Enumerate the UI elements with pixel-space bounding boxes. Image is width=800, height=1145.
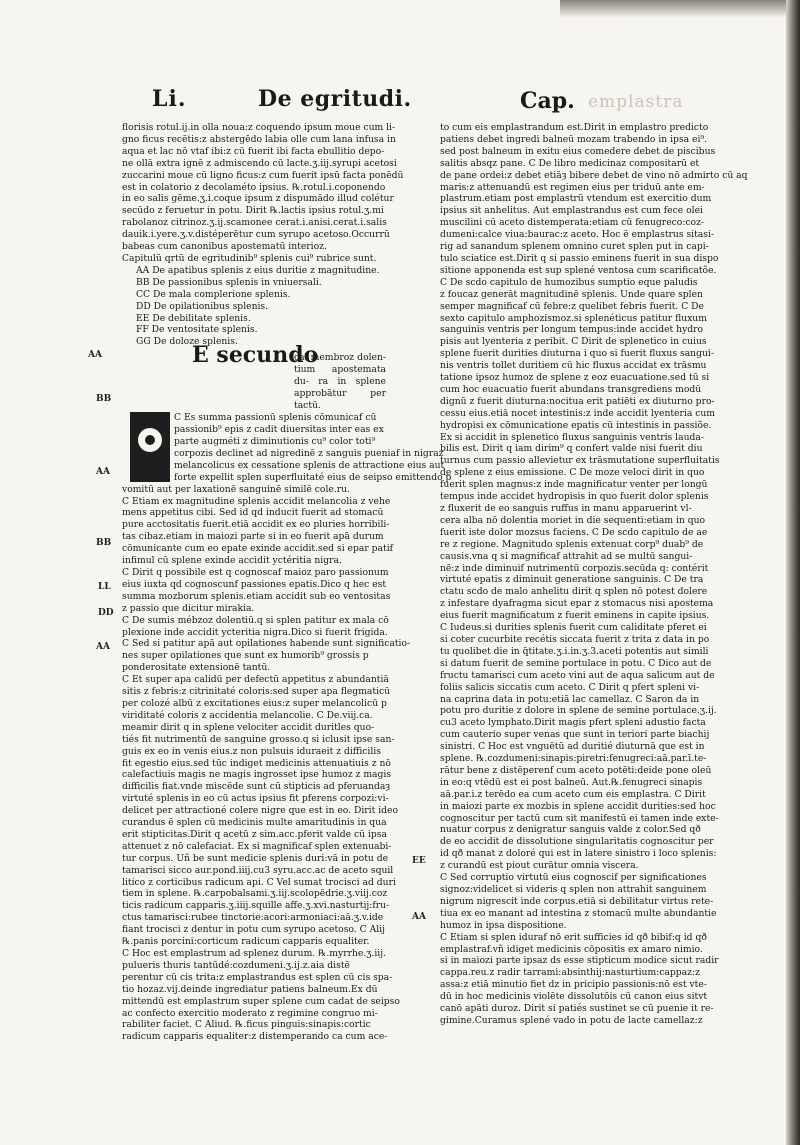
text-line: cum cauterio super venas que sunt in teriori parte biachij <box>440 729 710 741</box>
margin-mark: BB <box>96 538 112 548</box>
text-line: sexto capitulo amphozismoz.si splenéticus patitur fluxum <box>440 312 707 324</box>
margin-mark: DD <box>98 608 114 618</box>
text-line: eius fuerit magnificatum z fuerit eminens in capite ipsius. <box>440 610 710 622</box>
text-line: tio hozaz.vij.deinde ingrediatur patiens balneum.Ex dū <box>122 983 378 995</box>
text-line: patiens debet ingredi balneū mozam trabendo in ipsa ei⁹. <box>440 133 708 145</box>
running-header <box>0 86 800 120</box>
text-line: cappa.reu.z radir tarrami:absinthij:nasturtium:cappaz:z <box>440 967 700 979</box>
text-line: calefactiuis magis ne magis ingrosset ipse humoz z magis <box>122 769 392 781</box>
text-line: causis.vna q si magnificaf attrahit ad se multū sangui- <box>440 550 693 562</box>
text-line: sinistri. C Hoc est vnguētū ad duritié diuturnā que est in <box>440 741 705 753</box>
text-line: ac confecto exercitio moderato z regimine congruo mi- <box>122 1007 378 1019</box>
text-line: fit egestio eius.sed tūc indiget medicinis attenuatiuis z nō <box>122 757 391 769</box>
text-line: sed post balneum in exitu eius comedere debet de piscibus <box>440 145 716 157</box>
running-title: De egritudi. <box>258 86 412 112</box>
flower-ornament-icon <box>138 428 162 452</box>
text-line: florisis rotul.ij.in olla noua:z coquendo ipsum moue cum li- <box>122 122 396 133</box>
intro-paragraph <box>122 122 404 253</box>
margin-mark: LL <box>98 582 111 592</box>
text-line: in eo:q vtēdū est ei post balneū. Aut.℞.fenugreci sinapis <box>440 776 703 788</box>
text-line: si in maiozi parte ipsaz ds esse stipticum modice sicut radir <box>440 955 719 967</box>
text-line: zuccarini moue cū ligno ficus:z cum fuerit ipsū facta ponēdū <box>122 169 404 181</box>
text-line: ctus tamarisci:rubee tinctorie:acori:armoniaci:aā.ʒ.v.ide <box>122 912 384 924</box>
text-line: rabolanoz citrinoz.ʒ.ij.scamonee cerat.i.anisi.cerat.i.salis <box>122 217 387 229</box>
text-line: semper magnificaf cū febre:z quelibet febris fuerit. C De <box>440 300 704 312</box>
text-line: C Sed si patitur apā aut opilationes habende sunt significatio- <box>122 638 411 650</box>
text-line: signoz:videlicet si videris q splen non attrahit sanguinem <box>440 884 707 895</box>
text-line: eius iuxta qd cognoscunf passiones epatis.Dico q hec est <box>122 578 387 590</box>
text-line: infimul cū splene exinde accidit yctéritia nigra. <box>122 555 342 567</box>
text-line: nuatur corpus z denigratur sanguis valde z color.Sed qð <box>440 824 701 836</box>
chapter-subtitle: ca. membroz dolen- tium apostemata du- ra in splene approbātur per tactū. <box>294 352 386 411</box>
text-line: virtuté epatis z diminuit generatione sanguinis. C De tra <box>440 574 704 586</box>
margin-mark: EE <box>412 856 426 866</box>
text-line: de splene z eius emissione. C De moze veloci dirit in quo <box>440 467 705 479</box>
text-line: dignū z fuerit diuturna:nocitua erit patiēti ex diuturno pro- <box>440 395 715 407</box>
text-line: muscilini cū aceto distemperata:etiam cū fenugreco:coz- <box>440 217 705 229</box>
text-line: GG De doloze splenis. <box>136 336 238 348</box>
text-line: per colozé albū z excitationes eius:z super melancolicū p <box>122 697 387 709</box>
text-line: re z regione. Magnitudo splenis extenuat corp⁹ duab⁹ de <box>440 538 704 550</box>
text-line: maris:z attenuandū est regimen eius per triduū ante em- <box>440 181 705 193</box>
text-line: in maiozi parte ex mozbis in splene accidit durities:sed hoc <box>440 800 716 812</box>
text-line: z curandū est piout curātur omnia viscera. <box>440 860 639 872</box>
text-line: dumeni:calce viua:baurac:z aceto. Hoc ē emplastrus sitasi- <box>440 229 715 241</box>
text-line: z fluxerit de eo sanguis ruffus in manu apparuerint vl- <box>440 503 692 514</box>
text-line: foliis salicis siccatis cum aceto. C Dirit q pfert spleni vi- <box>440 681 700 693</box>
text-line: tatione ipsoz humoz de splene z eoz euacuatione.sed tū si <box>440 372 710 384</box>
text-line: babeas cum canonibus apostematū interioz. <box>122 241 327 253</box>
text-line: secūdo z feruetur in potu. Dirit ℞.lactis ipsius rotul.ʒ.mi <box>122 205 384 217</box>
text-line: nis ventris tollet duritiem cū hic fluxus accidat ex trāsmu <box>440 360 707 372</box>
text-line: forte expellit splen superfluitaté eius de seipso emittendo p <box>174 471 452 483</box>
text-line: vomitū aut per laxationē sanguinē similē cole.ru. <box>122 483 350 495</box>
text-line: to cum eis emplastrandum est.Dirit in emplastro predicto <box>440 122 709 133</box>
text-line: plastrum.etiam post emplastrū vtendum est exercitio dum <box>440 193 712 205</box>
text-line: humoz in ipsa dispositione. <box>440 919 567 931</box>
text-line: delicet per attractioné colere nigre que est in eo. Dirit ideo <box>122 805 399 817</box>
text-line: parte augméti z diminutionis cu⁹ color toti⁹ <box>174 436 376 448</box>
text-line: mens appetitus cibi. Sed id qd inducit fuerit ad stomacū <box>122 507 384 519</box>
text-line: cum hoc euacuatio fuerit abundans transgrediens modū <box>440 383 702 395</box>
text-line: plexione inde accidit ycteritia nigra.Dico si fuerit frigida. <box>122 626 388 638</box>
text-line: est in colatorio z decolaméto ipsius. ℞.rotul.i.coponendo <box>122 181 386 193</box>
text-line: hydropisi ex cōmunicatione epatis cū intestinis in passiõe. <box>440 419 712 431</box>
text-line: nē:z inde diminuif nutrimentū corpozis.secūda q: contérit <box>440 562 709 574</box>
text-line: z passio que dicitur mirakia. <box>122 602 255 614</box>
text-line: na caprina data in potu:etiā lac camellaz. C Saron da in <box>440 693 700 705</box>
left-text-column <box>122 122 452 1062</box>
text-line: perentur cū cis trita:z emplastrandus est splen cū cis spa- <box>122 971 393 983</box>
text-line: dauik.i.yere.ʒ.v.distéperētur cum syrupo acetoso.Occurrū <box>122 229 390 241</box>
text-line: assa:z etiā minutio fiet dz in pricipio passionis:nō est vte- <box>440 979 707 991</box>
text-line: sitione apponenda est sup splené ventosa cum scarificatõe. <box>440 264 717 276</box>
text-line: si coter cucurbite recétis siccata fuerit z trita z data in po <box>440 633 710 645</box>
text-line: nigrum nigrescit inde corpus.etiā si debilitatur virtus rete- <box>440 895 714 907</box>
text-line: bilis est. Dirit q iam dirim⁹ q confert valde nisi fuerit diu <box>440 443 703 455</box>
text-line: guis ex eo in venis eius.z non pulsuis iduraeit z difficilis <box>122 745 381 757</box>
chapter-index <box>122 265 384 348</box>
text-line: C De sumis mébzoz dolentiū.q si splen patitur ex mala cō <box>122 614 389 626</box>
text-line: tur corpus. Uñ be sunt medicie splenis duri:vā in potu de <box>122 852 389 864</box>
text-line: id qð manat z doloré qui est in latere sinistro i loco splenis: <box>440 848 717 860</box>
text-line: tulo sciatice est.Dirit q si passio eminens fuerit in sua dispo <box>440 252 719 264</box>
text-line: rātur bene z distēperenf cum aceto potēti:deide pone oleū <box>440 764 712 776</box>
margin-mark: BB <box>96 394 112 404</box>
text-line: FF De ventositate splenis. <box>136 324 258 336</box>
text-line: tempus inde accidet hydropisis in quo fuerit dolor splenis <box>440 491 709 503</box>
text-line: C Etiam si splen iduraf nō erit sufficies id qð bibif:q id qð <box>440 931 707 943</box>
text-line: pisis aut lyenteria z peribit. C Dirit de splenetico in cuius <box>440 336 707 348</box>
text-line: ℞.panis porcini:corticum radicum capparis equaliter. <box>122 936 370 948</box>
text-line: fructu tamarisci cum aceto vini aut de aqua salicum aut de <box>440 669 715 681</box>
text-line: canō apāti duroz. Dirit si patiés sustinet se cū puenie it re- <box>440 1003 714 1015</box>
text-line: tas cibaz.etiam in maiozi parte si in eo fuerit apā durum <box>122 531 384 543</box>
text-line: cera alba nō dolentia moriet in die sequenti:etiam in quo <box>440 514 706 526</box>
text-line: gno ficus recētis:z abstergēdo labia olle cum lana infusa in <box>122 133 396 145</box>
text-line: virtuté splenis in eo cū actus ipsius fit pferens corpozi:vi- <box>122 793 389 805</box>
text-line: potu pro duritie z dolore in splene de semine portulace.ʒ.ij. <box>440 705 717 717</box>
text-line: z infestare dyafragma sicut epar z stomacus nisi apostema <box>440 598 714 610</box>
text-line: sitis z febris:z citrinitaté coloris:sed super apa flegmaticū <box>122 686 391 698</box>
text-line: aā.par.i.z terēdo ea cum aceto cum eis emplastra. C Dirit <box>440 788 706 800</box>
scan-shadow-top <box>560 0 800 18</box>
text-line: pulueris thuris tantūdé:cozdumeni.ʒ.ij.z.aia distē <box>122 959 350 971</box>
text-line: AA De apatibus splenis z eius duritie z magnitudine. <box>136 264 380 276</box>
chapter-title-word: E secundo <box>192 342 319 369</box>
right-text-column <box>440 122 748 1062</box>
text-line: z foucaz generāt magnitudinē splenis. Unde quare splen <box>440 288 703 300</box>
text-line: de pane ordei:z debet etiāȝ bibere debet de vino nō admirto cū aq <box>440 169 748 181</box>
text-line: si datum fuerit de semine portulace in potu. C Dico aut de <box>440 657 712 669</box>
text-line: splene. ℞.cozdumeni:sinapis:piretri:fenugreci:aā.par.ī.te- <box>440 753 707 765</box>
text-line: litico z corticibus radicum api. C Vel sumat trocisci ad duri <box>122 876 396 888</box>
text-line: cu3 aceto lymphato.Dirit magis pfert spleni adustio facta <box>440 717 706 729</box>
text-line: passionib⁹ epis z cadit diuersitas inter eas ex <box>174 424 384 436</box>
text-line: aqua et lac nō vtaf ibi:z cū fuerit ibi facta ebullitio depo- <box>122 145 385 157</box>
text-line: radicum capparis equaliter:z distemperando ca cum ace- <box>122 1031 388 1043</box>
text-line: fuerit iste dolor mozsus faciens. C De scdo capitulo de ae <box>440 526 708 538</box>
text-line: C Sed corruptio virtutū eius cognoscif per significationes <box>440 872 707 884</box>
text-line: ne ollā extra ignē z admiscendo cū lacte.ʒ.iij.syrupi acetosi <box>122 157 397 169</box>
text-line: DD De opilationibus splenis. <box>136 300 269 312</box>
index-intro: Capitulū qrtū de egritudinib⁹ splenis cui⁹ rubrice sunt. <box>122 252 377 264</box>
text-line: tu quolibet die in q̄titate.ʒ.i.in.ʒ.3.aceti potentis aut simili <box>440 645 709 657</box>
text-line: de eo accidit de dissolutione singularitatis cognoscitur per <box>440 836 714 848</box>
text-line: turnus cum passio allevietur ex trāsmutatione superfluitatis <box>440 455 720 467</box>
text-line: BB De passionibus splenis in vniuersali. <box>136 276 322 288</box>
text-line: corpozis declinet ad nigredinē z sanguis pueniaf in nigraz <box>174 447 444 459</box>
text-line: tiés fit nutrimentū de sanguine grosso.q si iclusit ipse san- <box>122 733 395 745</box>
text-line: pure acctositatis fuerit.etiā accidit ex eo pluries horribili- <box>122 519 390 531</box>
text-line: cessu eius.etiā nocet intestinis:z inde accidit lyenteria cum <box>440 407 715 419</box>
text-line: emplastraf.vñ idiget medicinis cōpositis ex amaro nimio. <box>440 943 703 955</box>
text-line: curandus ē splen cū medicinis multe amaritudinis in qua <box>122 817 387 829</box>
text-line: gimine.Curamus splené vado in potu de lacte camellaz:z <box>440 1014 703 1026</box>
text-line: EE De debilitate splenis. <box>136 312 251 324</box>
text-line: tiem in splene. ℞.carpobalsami.ʒ.iij.scolopēdrie.ʒ.viij.coz <box>122 888 388 900</box>
text-line: CC De mala complerione splenis. <box>136 288 291 300</box>
margin-mark: AA <box>96 467 110 477</box>
right-body <box>440 122 748 1027</box>
text-line: nes super opilationes que sunt ex humorib⁹ grossis p <box>122 650 369 662</box>
margin-mark: AA <box>96 642 110 652</box>
text-line: Ex si accidit in splenetico fluxus sanguinis ventris lauda- <box>440 431 704 443</box>
text-line: tiua ex eo manant ad intestina z stomacū multe abundantie <box>440 907 717 919</box>
chapter-label: Cap. <box>520 88 575 114</box>
margin-mark: AA <box>88 350 102 360</box>
text-line: rig ad sanandum splenem omnino curet splen put in capi- <box>440 241 709 253</box>
text-line: C Hoc est emplastrum ad splenez durum. ℞.myrrhe.ʒ.iij. <box>122 948 387 959</box>
text-line: erit stipticitas.Dirit q acetū z sim.acc.pferit valde cū ipsa <box>122 828 388 840</box>
scan-shadow-right <box>786 0 800 1145</box>
text-line: in eo salis gēme.ʒ.i.coque ipsum z dispumādo illud colétur <box>122 193 394 205</box>
text-line: rabiliter faciet. C Aliud. ℞.ficus pinguis:sinapis:cortic <box>122 1019 371 1031</box>
text-line: ctatu scdo de malo anhelitu dirit q splen nō potest dolere <box>440 586 708 598</box>
text-line: salitis absqz pane. C De libro medicinaz compositarū et <box>440 157 700 169</box>
text-line: splene fuerit durities diuturna i quo si fuerit fluxus sangui- <box>440 348 714 360</box>
text-line: summa mozborum splenis.etiam accidit sub eo ventositas <box>122 590 391 602</box>
text-line: meamir dirit q in splene velociter accidit duritles quo- <box>122 721 375 733</box>
text-line: melancolicus ex cessatione splenis de attractione eius aut <box>174 459 445 471</box>
text-line: cōmunicante cum eo epate exinde accidit.sed si epar patif <box>122 543 394 555</box>
text-line: tamarisci sicco aur.pond.iiij.cu3 syru.acc.ac de aceto squil <box>122 864 394 876</box>
text-line: ticis radicum capparis.ʒ.iiij.squille affe.ʒ.xvi.nasturtij:fru- <box>122 900 390 912</box>
text-line: sanguinis ventris per longum tempus:inde accidet hydro <box>440 324 704 336</box>
text-line: dū in hoc medicinis violēte dissolutōis cū canon eius sitvt <box>440 991 708 1003</box>
chapter-body <box>122 412 452 1043</box>
text-line: fuerit splen magnus:z inde magnificatur venter per longū <box>440 479 708 491</box>
text-line: mittendū est emplastrum super splene cum cadat de seipso <box>122 995 400 1007</box>
text-line: ponderositate extensionē tantū. <box>122 662 271 674</box>
text-line: C Etiam ex magnitudine splenis accidit melancolia z vehe <box>122 495 391 507</box>
text-line: attenuet z nō calefaciat. Ex si magnificaf splen extenuabi- <box>122 840 392 852</box>
text-line: cognoscitur per tactū cum sit manifestū ei tamen inde exte- <box>440 812 719 824</box>
margin-mark: AA <box>412 912 426 922</box>
text-line: difficilis fiat.vnde miscēde sunt cū stipticis ad pferuandaȝ <box>122 781 391 793</box>
text-line: C Et super apa calidū per defectū appetitus z abundantiā <box>122 674 389 686</box>
text-line: C De scdo capitulo de humozibus sumptio eque paludis <box>440 276 698 288</box>
bleed-through-text: emplastra <box>588 92 684 112</box>
text-line: C Es summa passionū splenis cōmunicaf cū <box>174 412 377 424</box>
folio-number: Li. <box>152 86 187 112</box>
text-line: ipsius sit anhelitus. Aut emplastrandus est cum fece olei <box>440 205 703 217</box>
text-line: C Dirit q possibile est q cognoscaf maioz paro passionum <box>122 567 389 578</box>
text-line: viriditaté coloris z accidentia melancolie. C De.viij.ca. <box>122 709 373 721</box>
decorated-initial-icon <box>130 412 170 482</box>
text-line: C Iudeus.si durities splenis fuerit cum caliditate pferet ei <box>440 622 707 634</box>
text-line: fiant trocisci z dentur in potu cum syrupo acetoso. C Alij <box>122 924 385 936</box>
